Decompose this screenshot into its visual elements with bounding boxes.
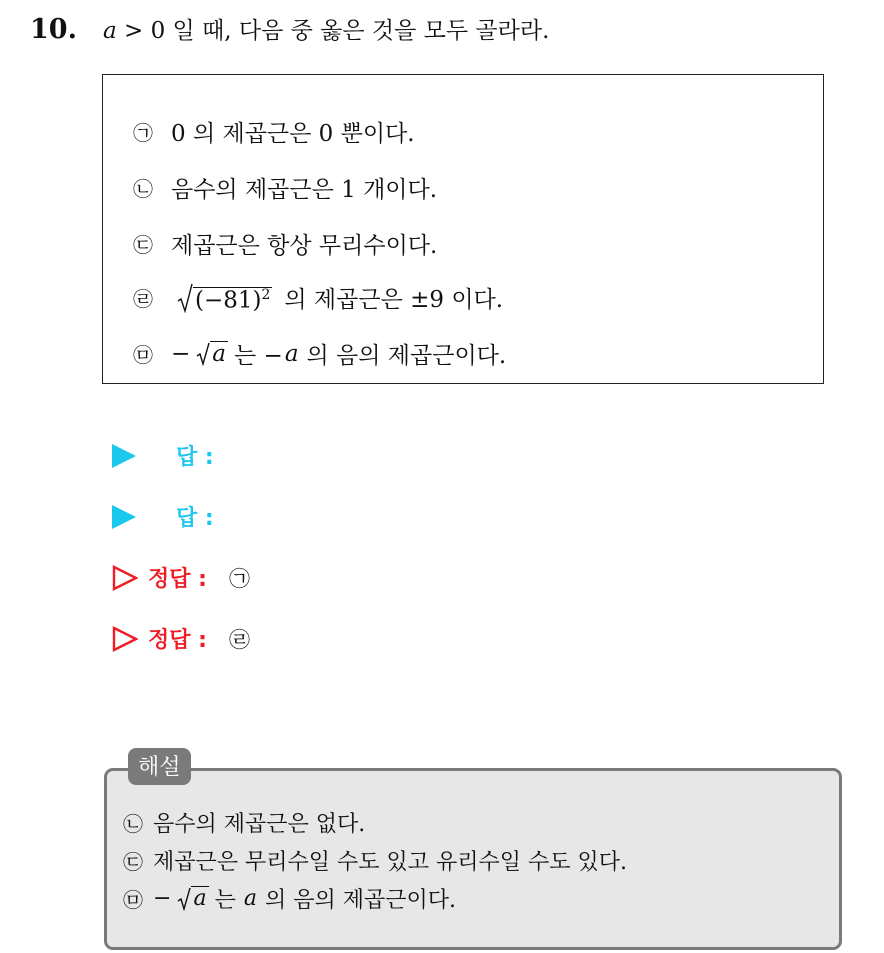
correct-answer-label: 정답 : [148,567,207,592]
correct-answer-row-2 [112,623,250,654]
option-text: 제곱근은 항상 무리수이다. [171,233,438,259]
answer-row-1 [112,440,214,471]
option-mark: ㉠ [133,121,153,145]
answer-row-2 [112,501,214,532]
outline-triangle-icon [112,565,138,591]
option-3 [133,227,437,260]
option-mark: ㉡ [133,177,153,201]
outline-triangle-icon [112,626,138,652]
radicand [193,287,272,313]
option-1 [133,115,415,148]
explanation-text: 의 음의 제곱근이다. [264,888,456,913]
filled-triangle-icon [112,444,136,468]
correct-answer-value: ㉠ [228,566,250,591]
explanation-mark: ㉤ [123,888,143,912]
option-text: 음수의 제곱근은 1 개이다. [171,177,438,203]
radicand: a [193,886,207,912]
square-root [196,341,228,366]
explanation-mark: ㉢ [123,850,143,874]
square-root [177,886,208,910]
question-header [30,12,549,45]
minus-sign: − [171,340,191,367]
option-text: 의 음의 제곱근이다. [306,343,507,369]
radical-sign-icon [196,342,210,366]
option-2 [133,171,437,204]
option-text: 0 의 제곱근은 0 뿐이다. [171,121,415,147]
minus-sign: − [153,886,172,911]
option-mark: ㉢ [133,233,153,257]
correct-answer-row-1 [112,562,250,593]
explanation-text: 음수의 제곱근은 없다. [153,812,366,837]
option-4 [133,281,503,314]
answer-label: 답 : [176,445,214,470]
explanation-tab: 해설 [128,748,191,785]
radicand-base: (−81) [195,287,262,314]
radical-sign-icon [177,283,193,313]
radical-sign-icon [177,887,191,911]
option-mark: ㉤ [133,343,153,367]
variable-a: a [243,886,257,911]
options-box [102,74,824,384]
explanation-mark: ㉡ [123,812,143,836]
exponent: 2 [261,286,271,303]
option-mid: 는 − [234,343,283,369]
variable-a: a [284,340,299,367]
correct-answer-value: ㉣ [228,627,250,652]
explanation-line-2 [123,845,627,876]
explanation-line-1 [123,807,365,838]
option-5 [133,337,506,370]
radicand: a [212,340,226,367]
correct-answer-label: 정답 : [148,628,207,653]
option-mark: ㉣ [133,287,153,311]
question-text [103,12,549,45]
explanation-text: 제곱근은 무리수일 수도 있고 유리수일 수도 있다. [153,850,627,875]
question-condition: > 0 일 때, 다음 중 옳은 것을 모두 골라라. [116,18,550,44]
explanation-mid: 는 [214,888,236,913]
variable-a: a [102,18,117,44]
explanation-panel [104,768,842,950]
filled-triangle-icon [112,505,136,529]
answer-label: 답 : [176,506,214,531]
option-text: 의 제곱근은 ±9 이다. [284,287,504,313]
question-number: 10. [30,14,77,45]
square-root [177,283,272,313]
explanation-line-3 [123,883,456,914]
